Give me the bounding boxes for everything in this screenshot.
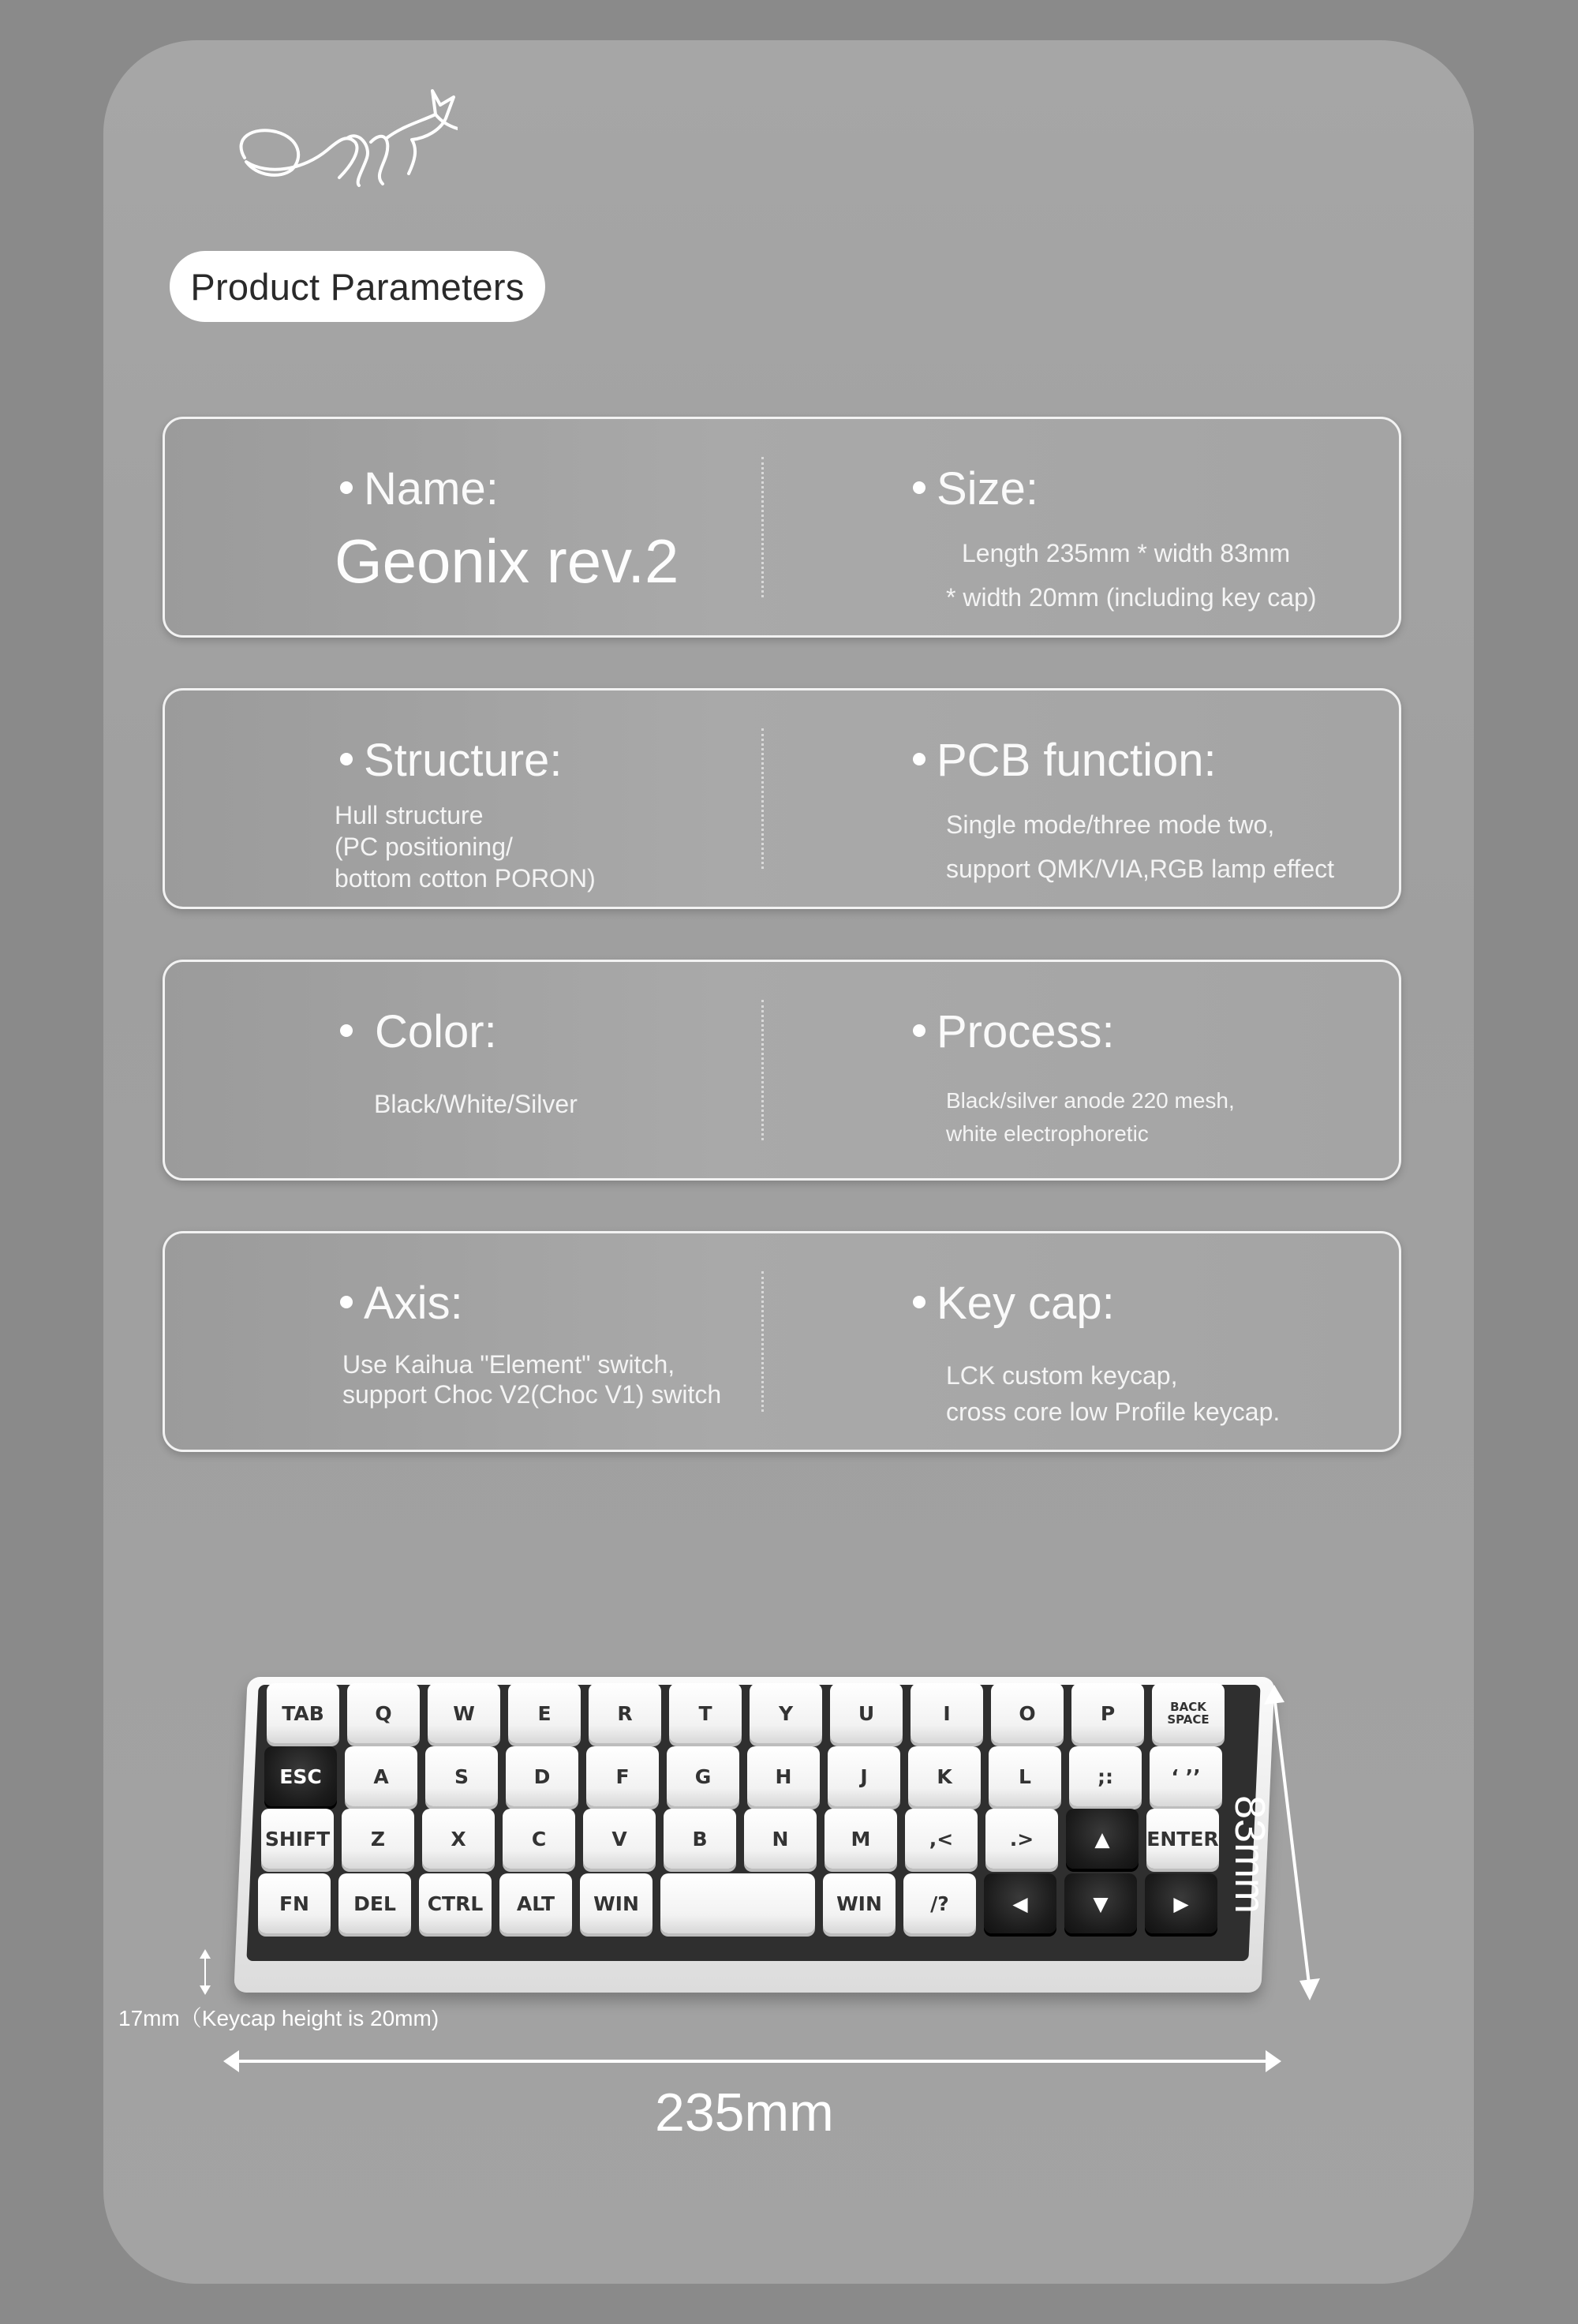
pcb-heading: PCB function: [913,734,1217,787]
axis-heading: Axis: [340,1277,463,1330]
keycap-: /? [903,1873,976,1933]
section-title: Product Parameters [190,265,525,308]
keycap-o: O [991,1683,1064,1743]
axis-line-2: support Choc V2(Choc V1) switch [342,1380,722,1409]
keycap-s: S [425,1746,498,1806]
keycap-enter: ENTER [1146,1809,1219,1869]
keycap-del: DEL [338,1873,411,1933]
keycap-alt: ALT [499,1873,572,1933]
structure-line-2: (PC positioning/ [335,833,513,861]
keycap-e: E [508,1683,581,1743]
axis-line-1: Use Kaihua "Element" switch, [342,1350,675,1379]
keycap-y: Y [750,1683,822,1743]
process-heading: Process: [913,1005,1115,1058]
color-heading: Color: [340,1005,497,1058]
size-heading: Size: [913,462,1038,515]
keycap-i: I [911,1683,983,1743]
keycap-ctrl: CTRL [419,1873,492,1933]
keycap-: ▲ [1066,1809,1139,1869]
keycap-line-2: cross core low Profile keycap. [946,1398,1281,1426]
keycap-n: N [744,1809,817,1869]
keycap-tab: TAB [267,1683,339,1743]
keycap-w: W [428,1683,500,1743]
keycap-: ‘ ’’ [1150,1746,1222,1806]
name-heading: Name: [340,462,499,515]
keycap-heading: Key cap: [913,1277,1115,1330]
pcb-line-2: support QMK/VIA,RGB lamp effect [946,855,1335,883]
keycap-: ▼ [1064,1873,1137,1933]
keycap-shift: SHIFT [261,1809,334,1869]
keycap-backspace: BACK SPACE [1152,1683,1225,1743]
process-line-1: Black/silver anode 220 mesh, [946,1088,1235,1113]
keycap-b: B [664,1809,736,1869]
product-name-value: Geonix rev.2 [335,526,679,596]
keycap-a: A [345,1746,417,1806]
keycap-q: Q [347,1683,420,1743]
size-line-1: Length 235mm * width 83mm [962,539,1291,567]
structure-line-1: Hull structure [335,801,484,829]
keycap-: .> [985,1809,1058,1869]
keycap-m: M [825,1809,897,1869]
width-label: 83mm [1226,1795,1273,1914]
keycap-: ,< [905,1809,978,1869]
keycap-: ;: [1069,1746,1142,1806]
keycap-z: Z [342,1809,414,1869]
length-label: 235mm [655,2083,834,2142]
keycap-win: WIN [580,1873,653,1933]
color-line-1: Black/White/Silver [374,1090,578,1118]
keycap-: ▶ [1145,1873,1217,1933]
keycap-: ◀ [984,1873,1056,1933]
keycap-j: J [828,1746,900,1806]
height-note: 17mm（Keycap height is 20mm) [118,2006,439,2030]
keycap-l: L [989,1746,1061,1806]
keycap-u: U [830,1683,903,1743]
keycap-k: K [908,1746,981,1806]
keycap-x: X [422,1809,495,1869]
keycap-t: T [669,1683,742,1743]
keycap-r: R [589,1683,661,1743]
size-line-2: * width 20mm (including key cap) [946,583,1317,612]
keycap-h: H [747,1746,820,1806]
keycap-f: F [586,1746,659,1806]
keycap-p: P [1071,1683,1144,1743]
keycap-line-1: LCK custom keycap, [946,1361,1178,1390]
structure-line-3: bottom cotton PORON) [335,864,596,893]
keycap-d: D [506,1746,578,1806]
keycap-win: WIN [823,1873,896,1933]
process-line-2: white electrophoretic [946,1121,1149,1146]
keycap-fn: FN [258,1873,331,1933]
keycap-c: C [503,1809,575,1869]
structure-heading: Structure: [340,734,562,787]
pcb-line-1: Single mode/three mode two, [946,810,1275,839]
keycap-esc: ESC [264,1746,337,1806]
keycap-g: G [667,1746,739,1806]
keycap-v: V [583,1809,656,1869]
